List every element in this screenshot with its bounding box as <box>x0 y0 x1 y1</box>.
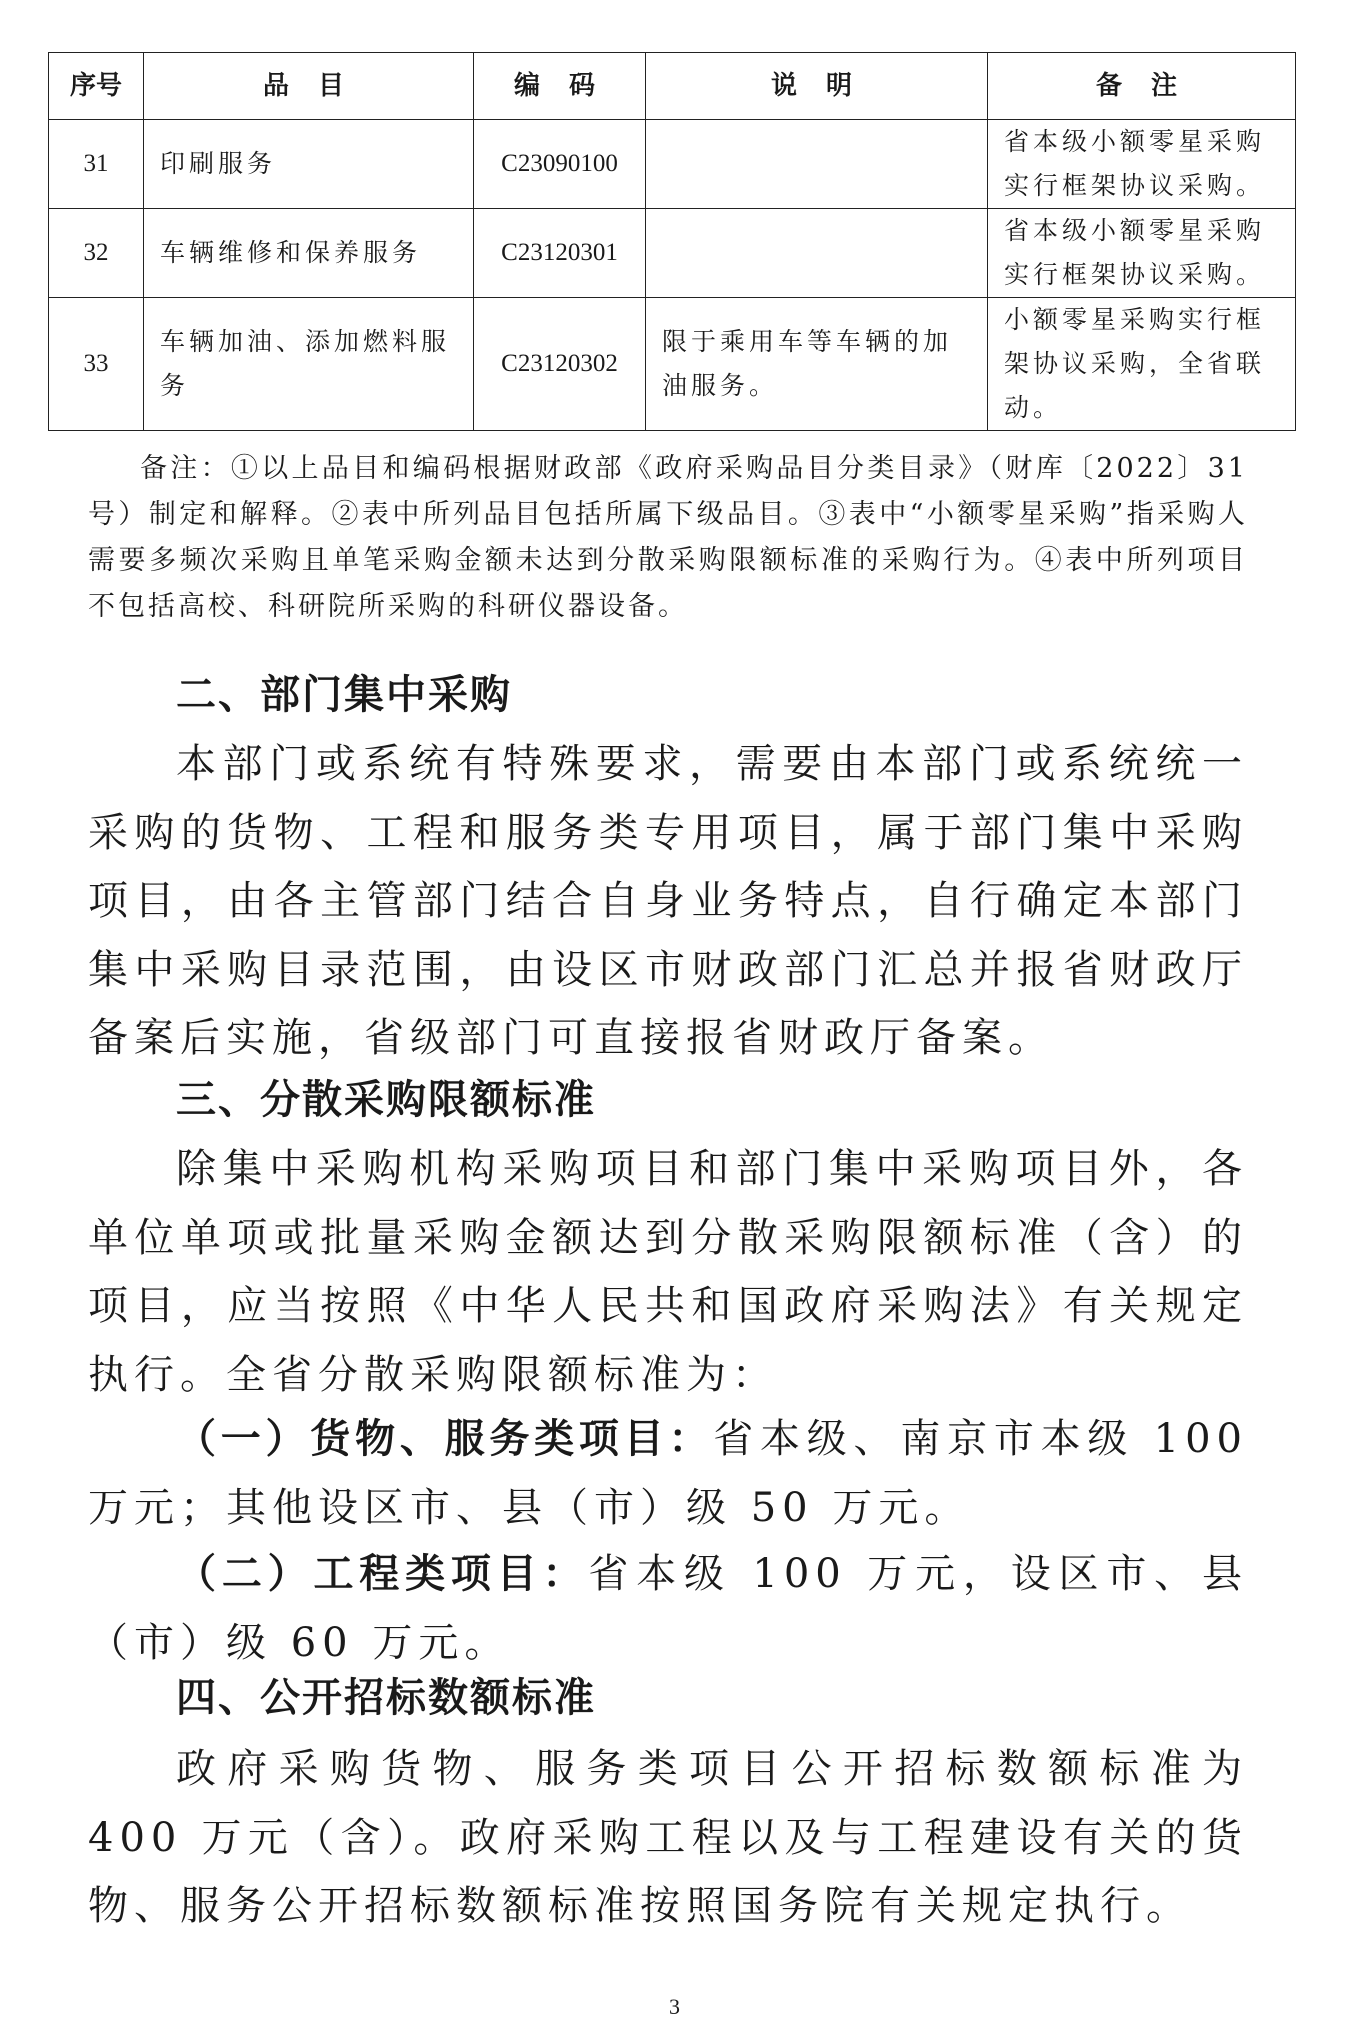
cell-no: 31 <box>49 120 144 209</box>
cell-no: 32 <box>49 209 144 298</box>
cell-no: 33 <box>49 298 144 431</box>
header-code: 编 码 <box>474 53 646 120</box>
cell-code: C23120301 <box>474 209 646 298</box>
cell-item: 印刷服务 <box>144 120 474 209</box>
item-2-lead: （二）工程类项目： <box>176 1551 589 1597</box>
table-row <box>49 209 1296 298</box>
section-3-item-2 <box>88 1540 1248 1677</box>
item-1-lead: （一）货物、服务类项目： <box>176 1416 714 1462</box>
section-4-body: 政府采购货物、服务类项目公开招标数额标准为 400 万元（含）。政府采购工程以及与工程建设有关的货物、服务公开招标数额标准按照国务院有关规定执行。 <box>88 1746 1248 1929</box>
table-row <box>49 298 1296 431</box>
items-table <box>48 52 1296 431</box>
cell-desc <box>646 209 988 298</box>
cell-item: 车辆加油、添加燃料服务 <box>144 298 474 431</box>
cell-remark: 小额零星采购实行框架协议采购，全省联动。 <box>988 298 1296 431</box>
section-2-body: 本部门或系统有特殊要求，需要由本部门或系统统一采购的货物、工程和服务类专用项目，属于部门集中采购项目，由各主管部门结合自身业务特点，自行确定本部门集中采购目录范围，由设区市财政部门汇总并报省财政厅备案后实施，省级部门可直接报省财政厅备案。 <box>88 741 1248 1061</box>
table-note: 备注：①以上品目和编码根据财政部《政府采购品目分类目录》（财库〔2022〕31号）制定和解释。②表中所列品目包括所属下级品目。③表中“小额零星采购”指采购人需要多频次采购且单笔采购金额未达到分散采购限额标准的采购行为。④表中所列项目不包括高校、科研院所采购的科研仪器设备。 <box>88 453 1248 622</box>
item-2-text: 省本级 100 万元，设区市、县（市）级 60 万元。 <box>88 1551 1249 1666</box>
procurement-table <box>48 52 1295 431</box>
header-desc: 说 明 <box>646 53 988 120</box>
cell-remark: 省本级小额零星采购实行框架协议采购。 <box>988 209 1296 298</box>
section-3-body: 除集中采购机构采购项目和部门集中采购项目外，各单位单项或批量采购金额达到分散采购限额标准（含）的项目，应当按照《中华人民共和国政府采购法》有关规定执行。全省分散采购限额标准为： <box>88 1146 1248 1398</box>
table-header-row <box>49 53 1296 120</box>
page-number: 3 <box>669 1994 680 2019</box>
cell-desc <box>646 120 988 209</box>
cell-code: C23120302 <box>474 298 646 431</box>
table-row <box>49 120 1296 209</box>
section-3-title: 三、分散采购限额标准 <box>176 1077 596 1123</box>
header-remark: 备 注 <box>988 53 1296 120</box>
section-3-item-1 <box>88 1405 1248 1542</box>
item-1-text: 省本级、南京市本级 100 万元；其他设区市、县（市）级 50 万元。 <box>88 1416 1249 1531</box>
cell-desc: 限于乘用车等车辆的加油服务。 <box>646 298 988 431</box>
header-no: 序号 <box>49 53 144 120</box>
section-2-title: 二、部门集中采购 <box>176 672 512 718</box>
cell-item: 车辆维修和保养服务 <box>144 209 474 298</box>
cell-remark: 省本级小额零星采购实行框架协议采购。 <box>988 120 1296 209</box>
header-item: 品 目 <box>144 53 474 120</box>
cell-code: C23090100 <box>474 120 646 209</box>
section-4-title: 四、公开招标数额标准 <box>176 1675 596 1721</box>
